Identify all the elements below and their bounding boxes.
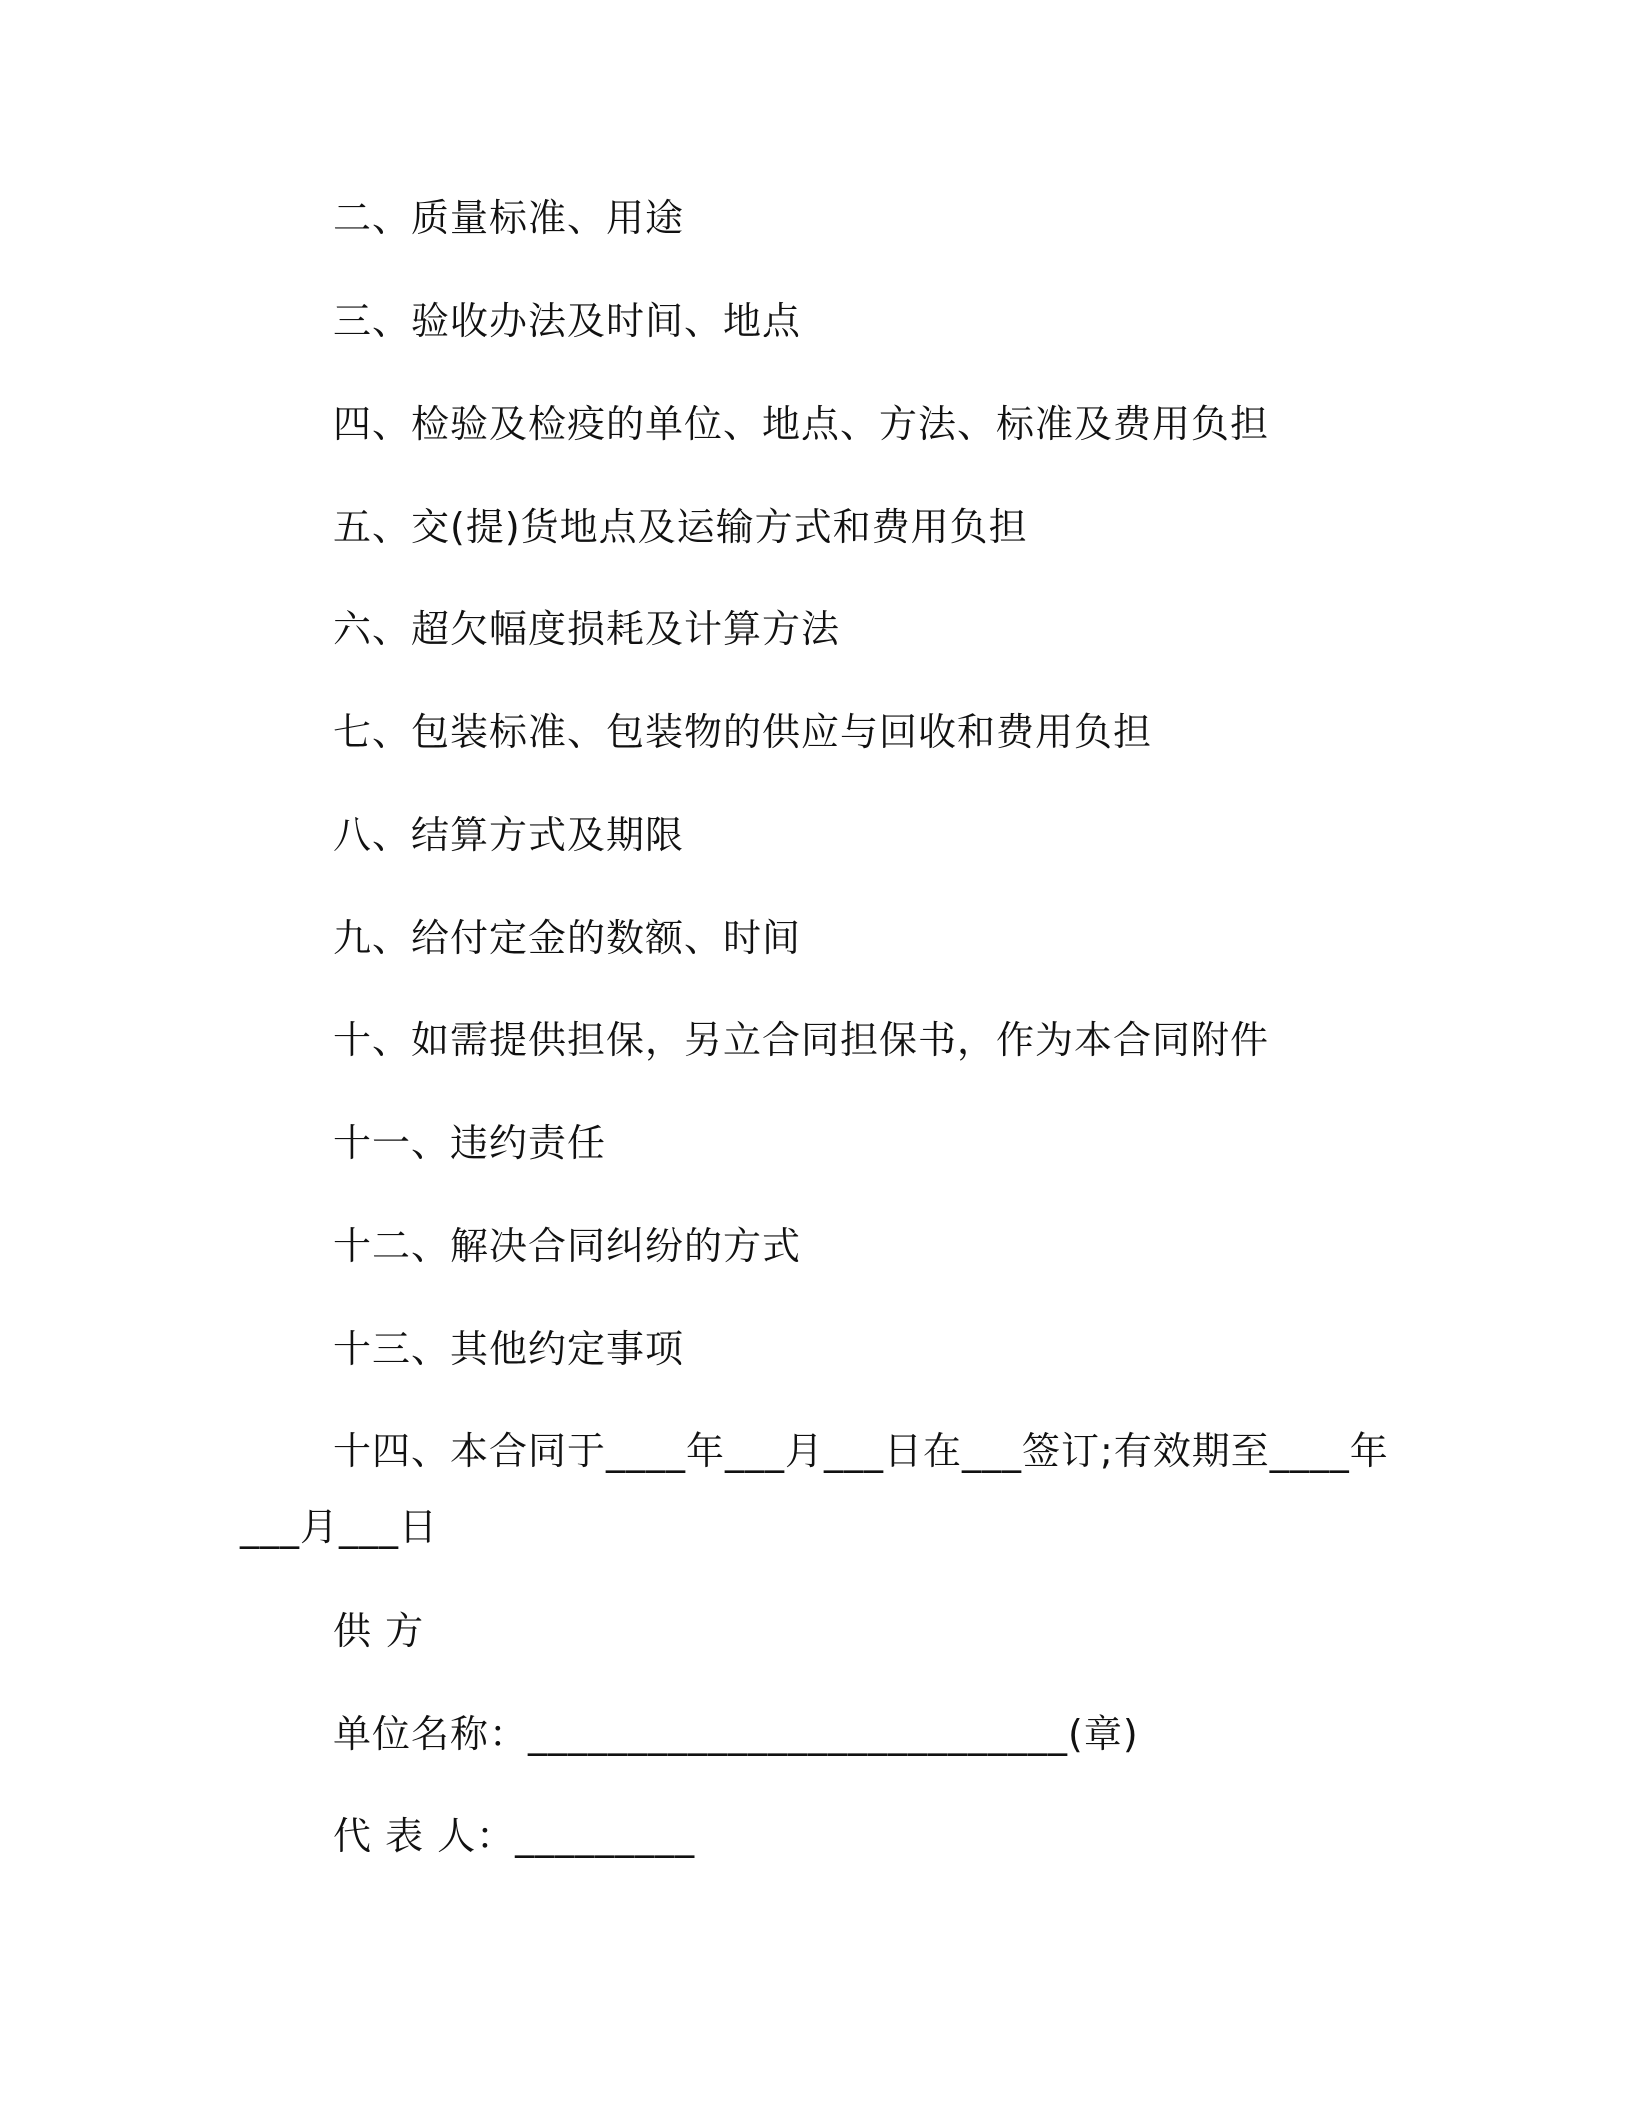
clause-12: 十二、解决合同纠纷的方式: [333, 1224, 802, 1268]
clause-3: 三、验收办法及时间、地点: [333, 299, 802, 343]
unit-name-line: 单位名称：___________________________(章): [333, 1712, 1139, 1756]
clause-14-line-1: 十四、本合同于____年___月___日在___签订;有效期至____年: [333, 1429, 1389, 1473]
supplier-heading: 供 方: [333, 1609, 425, 1653]
clause-4: 四、检验及检疫的单位、地点、方法、标准及费用负担: [333, 402, 1270, 446]
clause-2: 二、质量标准、用途: [333, 196, 685, 240]
clause-13: 十三、其他约定事项: [333, 1327, 685, 1371]
representative-line: 代 表 人：_________: [333, 1814, 696, 1858]
clause-11: 十一、违约责任: [333, 1121, 607, 1165]
clause-9: 九、给付定金的数额、时间: [333, 916, 802, 960]
clause-5: 五、交(提)货地点及运输方式和费用负担: [333, 505, 1028, 549]
clause-10: 十、如需提供担保，另立合同担保书，作为本合同附件: [333, 1018, 1270, 1062]
clause-8: 八、结算方式及期限: [333, 813, 685, 857]
clause-6: 六、超欠幅度损耗及计算方法: [333, 607, 841, 651]
clause-7: 七、包装标准、包装物的供应与回收和费用负担: [333, 710, 1153, 754]
clause-14-line-2: ___月___日: [240, 1505, 439, 1549]
